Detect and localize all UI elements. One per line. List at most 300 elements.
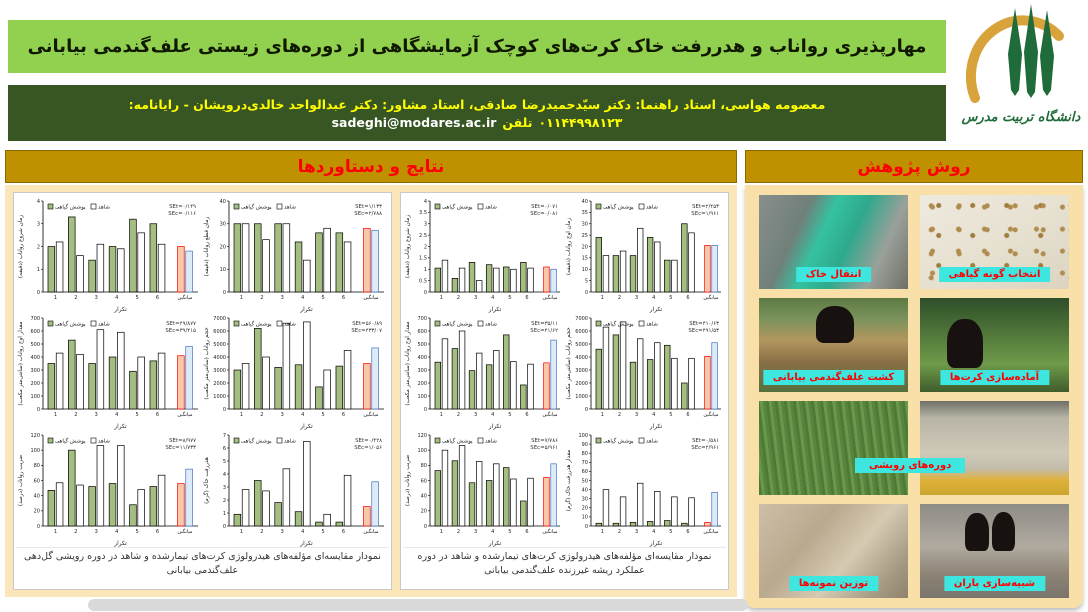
- person-figure: [816, 306, 855, 344]
- svg-text:3000: 3000: [213, 367, 226, 374]
- svg-text:پوشش گیاهی: پوشش گیاهی: [441, 321, 473, 328]
- university-logo: [958, 2, 1084, 144]
- svg-text:پوشش گیاهی: پوشش گیاهی: [241, 438, 272, 445]
- svg-text:0: 0: [222, 406, 226, 413]
- svg-text:400: 400: [30, 354, 40, 361]
- svg-text:0: 0: [222, 289, 226, 296]
- svg-text:SEt=۱/۱۳۳: SEt=۱/۱۳۳: [355, 204, 382, 210]
- svg-text:40: 40: [420, 493, 427, 500]
- svg-text:4: 4: [491, 529, 495, 535]
- svg-text:10: 10: [219, 267, 226, 274]
- svg-text:4: 4: [36, 198, 40, 205]
- svg-text:تکرار: تکرار: [488, 424, 502, 430]
- svg-text:SEt=۰/۰۷۱: SEt=۰/۰۷۱: [531, 204, 558, 210]
- svg-text:0.5: 0.5: [418, 278, 427, 285]
- svg-text:5: 5: [508, 412, 512, 418]
- methods-area: [745, 185, 1083, 608]
- svg-text:1: 1: [600, 529, 604, 535]
- svg-text:پوشش گیاهی: پوشش گیاهی: [241, 204, 272, 211]
- svg-text:6: 6: [155, 295, 160, 301]
- svg-text:SEc=۲/۷۸۸: SEc=۲/۷۸۸: [354, 211, 382, 217]
- svg-text:2.5: 2.5: [418, 232, 427, 239]
- svg-text:5000: 5000: [575, 341, 588, 348]
- person-figure: [965, 513, 989, 551]
- svg-text:40: 40: [581, 198, 588, 205]
- svg-text:زمان شروع رواناب (دقیقه): زمان شروع رواناب (دقیقه): [404, 214, 411, 279]
- svg-text:3: 3: [280, 295, 284, 301]
- svg-text:ضریب رواناب (درصد): ضریب رواناب (درصد): [404, 454, 411, 507]
- svg-text:SEt=۴۹/۸۷۷: SEt=۴۹/۸۷۷: [166, 321, 196, 327]
- svg-text:200: 200: [417, 380, 427, 387]
- svg-text:5000: 5000: [213, 341, 226, 348]
- svg-text:0: 0: [423, 289, 427, 296]
- svg-text:5: 5: [321, 295, 325, 301]
- svg-text:0: 0: [36, 289, 40, 296]
- svg-text:90: 90: [581, 441, 588, 448]
- svg-text:4: 4: [652, 295, 656, 301]
- photo-soil-transfer: [759, 195, 908, 289]
- svg-text:4: 4: [301, 295, 305, 301]
- svg-text:5: 5: [135, 412, 139, 418]
- bar-chart: [564, 196, 725, 313]
- svg-text:60: 60: [581, 469, 588, 476]
- svg-text:SEc=۵/۹۶۱: SEc=۵/۹۶۱: [530, 445, 558, 451]
- svg-text:5: 5: [584, 278, 588, 285]
- methods-section-header: روش پژوهش: [745, 150, 1083, 183]
- svg-text:7000: 7000: [575, 315, 588, 322]
- svg-text:SEt=۰/۵۸۱: SEt=۰/۵۸۱: [692, 438, 719, 444]
- svg-text:7: 7: [222, 432, 226, 439]
- svg-text:20: 20: [420, 508, 427, 515]
- photo-growth-period-grass: [759, 401, 908, 495]
- svg-text:1: 1: [222, 510, 226, 517]
- svg-text:1: 1: [239, 295, 244, 301]
- svg-text:مقدار اوج رواناب (سانتی‌متر مک: مقدار اوج رواناب (سانتی‌متر مکعب): [18, 321, 24, 406]
- svg-text:120: 120: [30, 432, 40, 439]
- photo-label: انتخاب گونه گیاهی: [939, 267, 1051, 282]
- svg-text:4: 4: [491, 412, 495, 418]
- photo-label: آماده‌سازی کرت‌ها: [940, 370, 1049, 385]
- svg-text:60: 60: [33, 478, 40, 485]
- poster-title: مهارپذیری رواناب و هدررفت خاک کرت‌های کوچک آزمایشگاهی از دوره‌های زیستی علف‌گندمی بیابانی: [8, 20, 946, 73]
- phone-label: تلفن: [502, 114, 533, 130]
- bar-chart: [564, 430, 725, 547]
- results-panel-flowering: [13, 192, 392, 590]
- svg-text:1000: 1000: [213, 393, 226, 400]
- photo-label: شبیه‌سازی باران: [944, 576, 1045, 591]
- authors-line: معصومه هواسی، استاد راهنما: دکتر سیّدحمیدرضا صادقی، استاد مشاور: دکتر عبدالواحد خالدی‌درویشان - رایانامه:: [128, 96, 826, 112]
- panel-caption-flowering: نمودار مقایسه‌ای مؤلفه‌های هیدرولوژی کرت‌های تیمارشده و شاهد در دوره رویشی گل‌دهی علف‌گندمی بیابانی: [16, 547, 389, 581]
- svg-text:تکرار: تکرار: [114, 541, 127, 547]
- svg-text:4000: 4000: [213, 354, 226, 361]
- svg-text:4: 4: [652, 412, 656, 418]
- svg-text:6: 6: [341, 529, 346, 535]
- svg-text:35: 35: [581, 210, 588, 217]
- svg-text:میانگین: میانگین: [363, 529, 379, 535]
- svg-text:6000: 6000: [213, 328, 226, 335]
- svg-text:1: 1: [600, 295, 604, 301]
- svg-text:پوشش گیاهی: پوشش گیاهی: [441, 438, 473, 445]
- svg-text:3: 3: [473, 412, 478, 418]
- svg-text:5: 5: [508, 295, 512, 301]
- svg-text:0: 0: [222, 523, 226, 530]
- svg-text:میانگین: میانگین: [542, 295, 558, 301]
- svg-text:5: 5: [669, 529, 673, 535]
- svg-text:6: 6: [686, 412, 690, 418]
- svg-text:1: 1: [239, 529, 244, 535]
- svg-text:هدررفت خاک (گرم): هدررفت خاک (گرم): [204, 457, 210, 504]
- svg-text:0: 0: [584, 523, 588, 530]
- svg-text:شاهد: شاهد: [98, 204, 110, 211]
- svg-text:6: 6: [155, 529, 160, 535]
- svg-text:شاهد: شاهد: [484, 321, 497, 328]
- svg-text:1: 1: [439, 412, 443, 418]
- svg-text:1: 1: [439, 529, 443, 535]
- svg-text:100: 100: [578, 432, 588, 439]
- svg-text:0: 0: [36, 406, 40, 413]
- bar-chart: [202, 313, 388, 430]
- charts-grid-flowering: [16, 196, 389, 547]
- svg-text:3: 3: [94, 412, 98, 418]
- svg-text:میانگین: میانگین: [177, 412, 193, 418]
- bar-chart: [16, 430, 202, 547]
- contact-line: [332, 115, 623, 130]
- results-area: [5, 185, 737, 597]
- panel-caption-root: نمودار مقایسه‌ای مؤلفه‌های هیدرولوژی کرت‌های تیمارشده و شاهد در دوره عملکرد ریشه غیرزنده علف‌گندمی بیابانی: [403, 547, 726, 581]
- svg-text:پوشش گیاهی: پوشش گیاهی: [602, 438, 634, 445]
- svg-text:400: 400: [417, 354, 427, 361]
- charts-grid-root: [403, 196, 726, 547]
- svg-text:2: 2: [423, 244, 427, 251]
- photo-rain-simulation: [920, 504, 1069, 598]
- svg-text:600: 600: [30, 328, 40, 335]
- svg-text:6: 6: [525, 412, 529, 418]
- svg-text:2: 2: [36, 244, 40, 251]
- svg-text:600: 600: [417, 328, 427, 335]
- svg-text:300: 300: [30, 367, 40, 374]
- person-figure: [947, 319, 983, 368]
- svg-text:2: 2: [260, 529, 264, 535]
- svg-text:زمان شروع رواناب (دقیقه): زمان شروع رواناب (دقیقه): [18, 214, 24, 279]
- svg-text:پوشش گیاهی: پوشش گیاهی: [55, 204, 86, 211]
- svg-text:6: 6: [341, 412, 346, 418]
- svg-text:مقدار اوج رواناب (سانتی‌متر مک: مقدار اوج رواناب (سانتی‌متر مکعب): [404, 321, 411, 406]
- svg-text:3: 3: [423, 221, 427, 228]
- svg-text:5: 5: [135, 295, 139, 301]
- svg-text:20: 20: [581, 244, 588, 251]
- svg-text:3: 3: [280, 412, 284, 418]
- svg-text:6: 6: [155, 412, 160, 418]
- photo-label-growth-periods: دوره‌های رویشی: [855, 458, 965, 473]
- svg-text:شاهد: شاهد: [98, 321, 110, 328]
- svg-text:شاهد: شاهد: [484, 438, 497, 445]
- svg-text:شاهد: شاهد: [645, 321, 658, 328]
- svg-text:80: 80: [420, 463, 427, 470]
- bar-chart: [16, 313, 202, 430]
- svg-text:2: 2: [260, 295, 264, 301]
- photo-seed-selection: [920, 195, 1069, 289]
- svg-text:200: 200: [30, 380, 40, 387]
- bar-chart: [564, 313, 725, 430]
- photo-wheatgrass-planting: [759, 298, 908, 392]
- svg-text:پوشش گیاهی: پوشش گیاهی: [241, 321, 272, 328]
- photo-label: انتقال خاک: [796, 267, 872, 282]
- svg-text:30: 30: [581, 496, 588, 503]
- svg-text:تکرار: تکرار: [114, 424, 127, 430]
- bar-chart: [403, 196, 564, 313]
- svg-text:تکرار: تکرار: [300, 541, 313, 547]
- svg-text:700: 700: [417, 315, 427, 322]
- svg-text:500: 500: [30, 341, 40, 348]
- svg-text:1: 1: [239, 412, 244, 418]
- results-section-header: نتایج و دستاوردها: [5, 150, 737, 183]
- photo-label: کشت علف‌گندمی بیابانی: [763, 370, 904, 385]
- svg-text:میانگین: میانگین: [703, 412, 719, 418]
- svg-text:50: 50: [581, 478, 588, 485]
- svg-text:SEc=۲/۹۶۱: SEc=۲/۹۶۱: [691, 445, 719, 451]
- svg-text:6: 6: [525, 295, 529, 301]
- bar-chart: [16, 196, 202, 313]
- svg-text:شاهد: شاهد: [284, 204, 296, 211]
- svg-text:0: 0: [36, 523, 40, 530]
- svg-text:SEc=۰/۱۱۶: SEc=۰/۱۱۶: [168, 211, 196, 217]
- svg-text:SEc=۴۹۱/۵۳: SEc=۴۹۱/۵۳: [688, 328, 719, 334]
- svg-text:SEt=۰/۴۲۸: SEt=۰/۴۲۸: [355, 438, 382, 444]
- svg-text:80: 80: [33, 463, 40, 470]
- svg-text:1: 1: [600, 412, 604, 418]
- svg-text:4000: 4000: [575, 354, 588, 361]
- svg-text:تکرار: تکرار: [649, 541, 663, 547]
- svg-text:شاهد: شاهد: [645, 204, 658, 211]
- svg-text:20: 20: [581, 505, 588, 512]
- svg-text:1: 1: [53, 412, 58, 418]
- svg-text:4: 4: [222, 471, 226, 478]
- svg-text:1: 1: [36, 267, 40, 274]
- svg-text:میانگین: میانگین: [542, 412, 558, 418]
- svg-text:2: 2: [222, 497, 226, 504]
- svg-text:0: 0: [423, 406, 427, 413]
- svg-text:2000: 2000: [213, 380, 226, 387]
- svg-text:2: 2: [456, 529, 461, 535]
- svg-text:SEt=۲/۴۵۳: SEt=۲/۴۵۳: [692, 204, 719, 210]
- svg-text:3: 3: [634, 529, 639, 535]
- svg-text:80: 80: [581, 451, 588, 457]
- svg-text:5: 5: [321, 529, 325, 535]
- svg-text:100: 100: [30, 447, 40, 454]
- svg-text:2: 2: [74, 295, 78, 301]
- svg-text:15: 15: [581, 255, 588, 262]
- university-logo-emblem: [963, 2, 1079, 114]
- svg-text:4: 4: [115, 412, 119, 418]
- svg-text:30: 30: [219, 221, 226, 228]
- svg-text:2: 2: [260, 412, 264, 418]
- svg-text:2: 2: [617, 295, 622, 301]
- svg-text:3: 3: [94, 529, 98, 535]
- svg-text:2000: 2000: [575, 380, 588, 387]
- email-address: sadeghi@modares.ac.ir: [331, 114, 497, 130]
- photo-sample-weighing: [759, 504, 908, 598]
- svg-text:30: 30: [581, 221, 588, 228]
- svg-text:میانگین: میانگین: [177, 295, 193, 301]
- svg-text:4: 4: [115, 295, 119, 301]
- svg-text:2: 2: [617, 412, 622, 418]
- svg-text:3000: 3000: [575, 367, 588, 374]
- svg-text:0: 0: [423, 523, 427, 530]
- person-figure: [992, 512, 1016, 551]
- svg-text:6000: 6000: [575, 328, 588, 335]
- svg-text:شاهد: شاهد: [484, 204, 497, 211]
- svg-text:SEc=۳۹/۴۱۵: SEc=۳۹/۴۱۵: [165, 328, 196, 334]
- svg-text:SEc=۴۱/۶۲: SEc=۴۱/۶۲: [530, 328, 558, 334]
- svg-text:تکرار: تکرار: [649, 307, 663, 313]
- photo-plot-preparation: [920, 298, 1069, 392]
- svg-text:10: 10: [581, 267, 588, 274]
- svg-text:حجم رواناب (سانتی‌متر مکعب): حجم رواناب (سانتی‌متر مکعب): [204, 327, 210, 400]
- svg-text:3: 3: [634, 295, 639, 301]
- svg-text:4: 4: [115, 529, 119, 535]
- svg-text:6: 6: [341, 295, 346, 301]
- svg-text:6: 6: [525, 529, 529, 535]
- svg-text:پوشش گیاهی: پوشش گیاهی: [55, 321, 86, 328]
- phone-number: ۰۱۱۴۴۹۹۸۱۲۳: [538, 114, 623, 130]
- bar-chart: [202, 430, 388, 547]
- svg-text:5: 5: [135, 529, 139, 535]
- authors-bar: [8, 85, 946, 141]
- svg-text:3.5: 3.5: [418, 210, 427, 217]
- results-panel-root: [400, 192, 729, 590]
- svg-text:2: 2: [617, 529, 622, 535]
- svg-text:ضریب رواناب (درصد): ضریب رواناب (درصد): [18, 454, 24, 507]
- svg-text:میانگین: میانگین: [177, 529, 193, 535]
- svg-text:SEt=۴۱۰/۶۳: SEt=۴۱۰/۶۳: [689, 321, 719, 327]
- bar-chart: [403, 313, 564, 430]
- svg-text:1: 1: [439, 295, 443, 301]
- svg-text:60: 60: [420, 478, 427, 485]
- svg-text:4: 4: [301, 412, 305, 418]
- svg-text:3: 3: [473, 295, 478, 301]
- svg-text:3: 3: [473, 529, 478, 535]
- svg-text:2: 2: [74, 529, 78, 535]
- svg-text:40: 40: [219, 198, 226, 205]
- svg-text:SEc=۰/۰۸۱: SEc=۰/۰۸۱: [530, 211, 558, 217]
- svg-text:0: 0: [584, 289, 588, 296]
- svg-text:4: 4: [301, 529, 305, 535]
- svg-text:5: 5: [669, 412, 673, 418]
- svg-text:SEt=۳۵/۱۱: SEt=۳۵/۱۱: [531, 321, 558, 327]
- svg-text:تکرار: تکرار: [300, 307, 313, 313]
- bar-chart: [202, 196, 388, 313]
- svg-text:4: 4: [491, 295, 495, 301]
- svg-text:3: 3: [280, 529, 284, 535]
- svg-text:100: 100: [417, 393, 427, 400]
- svg-text:زمان قطع رواناب (دقیقه): زمان قطع رواناب (دقیقه): [204, 216, 210, 277]
- svg-text:300: 300: [417, 367, 427, 374]
- svg-text:100: 100: [417, 447, 427, 454]
- svg-text:2: 2: [74, 412, 78, 418]
- svg-text:2: 2: [456, 295, 461, 301]
- svg-text:7000: 7000: [213, 315, 226, 322]
- svg-text:پوشش گیاهی: پوشش گیاهی: [602, 204, 634, 211]
- svg-text:میانگین: میانگین: [703, 529, 719, 535]
- svg-text:SEc=۱۱/۷۳۳: SEc=۱۱/۷۳۳: [165, 445, 196, 451]
- svg-text:4: 4: [423, 198, 427, 205]
- bottom-strip: [88, 599, 748, 611]
- svg-text:SEc=۱/۹۶۱: SEc=۱/۹۶۱: [691, 211, 719, 217]
- svg-text:20: 20: [33, 508, 40, 515]
- svg-text:پوشش گیاهی: پوشش گیاهی: [55, 438, 86, 445]
- svg-text:1: 1: [53, 295, 58, 301]
- svg-text:1.5: 1.5: [418, 255, 427, 262]
- svg-text:70: 70: [581, 460, 588, 467]
- svg-text:5: 5: [669, 295, 673, 301]
- bar-chart: [403, 430, 564, 547]
- svg-text:تکرار: تکرار: [649, 424, 663, 430]
- svg-text:3: 3: [222, 484, 226, 491]
- svg-text:1: 1: [423, 267, 427, 274]
- svg-text:SEt=۰/۱۴۹: SEt=۰/۱۴۹: [169, 204, 196, 210]
- svg-text:10: 10: [581, 514, 588, 521]
- svg-text:SEt=۸/۹۷۷: SEt=۸/۹۷۷: [169, 438, 196, 444]
- svg-text:میانگین: میانگین: [363, 295, 379, 301]
- svg-text:100: 100: [30, 393, 40, 400]
- svg-text:SEt=۵۶۰/۸۹: SEt=۵۶۰/۸۹: [352, 321, 382, 327]
- svg-text:تکرار: تکرار: [114, 307, 127, 313]
- svg-text:میانگین: میانگین: [542, 529, 558, 535]
- svg-text:700: 700: [30, 315, 40, 322]
- svg-text:120: 120: [417, 432, 427, 439]
- svg-text:SEc=۴۳۳/۰۷: SEc=۴۳۳/۰۷: [351, 328, 382, 334]
- svg-text:3: 3: [94, 295, 98, 301]
- svg-text:5: 5: [222, 458, 226, 465]
- photo-growth-period-cracked-soil: [920, 401, 1069, 495]
- svg-text:شاهد: شاهد: [284, 321, 296, 328]
- svg-text:پوشش گیاهی: پوشش گیاهی: [602, 321, 634, 328]
- svg-text:2: 2: [456, 412, 461, 418]
- svg-text:SEt=۷/۷۸۶: SEt=۷/۷۸۶: [531, 438, 558, 444]
- svg-text:5: 5: [508, 529, 512, 535]
- svg-text:3: 3: [634, 412, 639, 418]
- svg-text:40: 40: [33, 493, 40, 500]
- svg-text:6: 6: [222, 445, 226, 452]
- svg-text:6: 6: [686, 529, 690, 535]
- svg-text:شاهد: شاهد: [98, 438, 110, 445]
- svg-text:مقدار هدررفت خاک (گرم): مقدار هدررفت خاک (گرم): [565, 449, 572, 512]
- svg-text:5: 5: [321, 412, 325, 418]
- svg-text:پوشش گیاهی: پوشش گیاهی: [441, 204, 473, 211]
- svg-text:زمان اوج رواناب (دقیقه): زمان اوج رواناب (دقیقه): [565, 217, 572, 276]
- svg-text:1000: 1000: [575, 393, 588, 400]
- svg-text:20: 20: [219, 244, 226, 251]
- svg-text:40: 40: [581, 487, 588, 494]
- svg-text:تکرار: تکرار: [300, 424, 313, 430]
- university-logo-title: دانشگاه تربیت مدرس: [961, 110, 1081, 125]
- svg-text:تکرار: تکرار: [488, 307, 502, 313]
- svg-text:500: 500: [417, 341, 427, 348]
- svg-text:4: 4: [652, 529, 656, 535]
- svg-text:میانگین: میانگین: [363, 412, 379, 418]
- svg-text:1: 1: [53, 529, 58, 535]
- photo-label: توزین نمونه‌ها: [789, 576, 878, 591]
- svg-text:3: 3: [36, 221, 40, 228]
- svg-text:تکرار: تکرار: [488, 541, 502, 547]
- svg-text:شاهد: شاهد: [284, 438, 296, 445]
- svg-text:حجم رواناب (سانتی‌متر مکعب): حجم رواناب (سانتی‌متر مکعب): [565, 327, 572, 400]
- svg-text:SEc=۱/۰۵۶: SEc=۱/۰۵۶: [354, 445, 382, 451]
- svg-text:میانگین: میانگین: [703, 295, 719, 301]
- svg-text:25: 25: [581, 232, 588, 239]
- svg-text:0: 0: [584, 406, 588, 413]
- svg-text:شاهد: شاهد: [645, 438, 658, 445]
